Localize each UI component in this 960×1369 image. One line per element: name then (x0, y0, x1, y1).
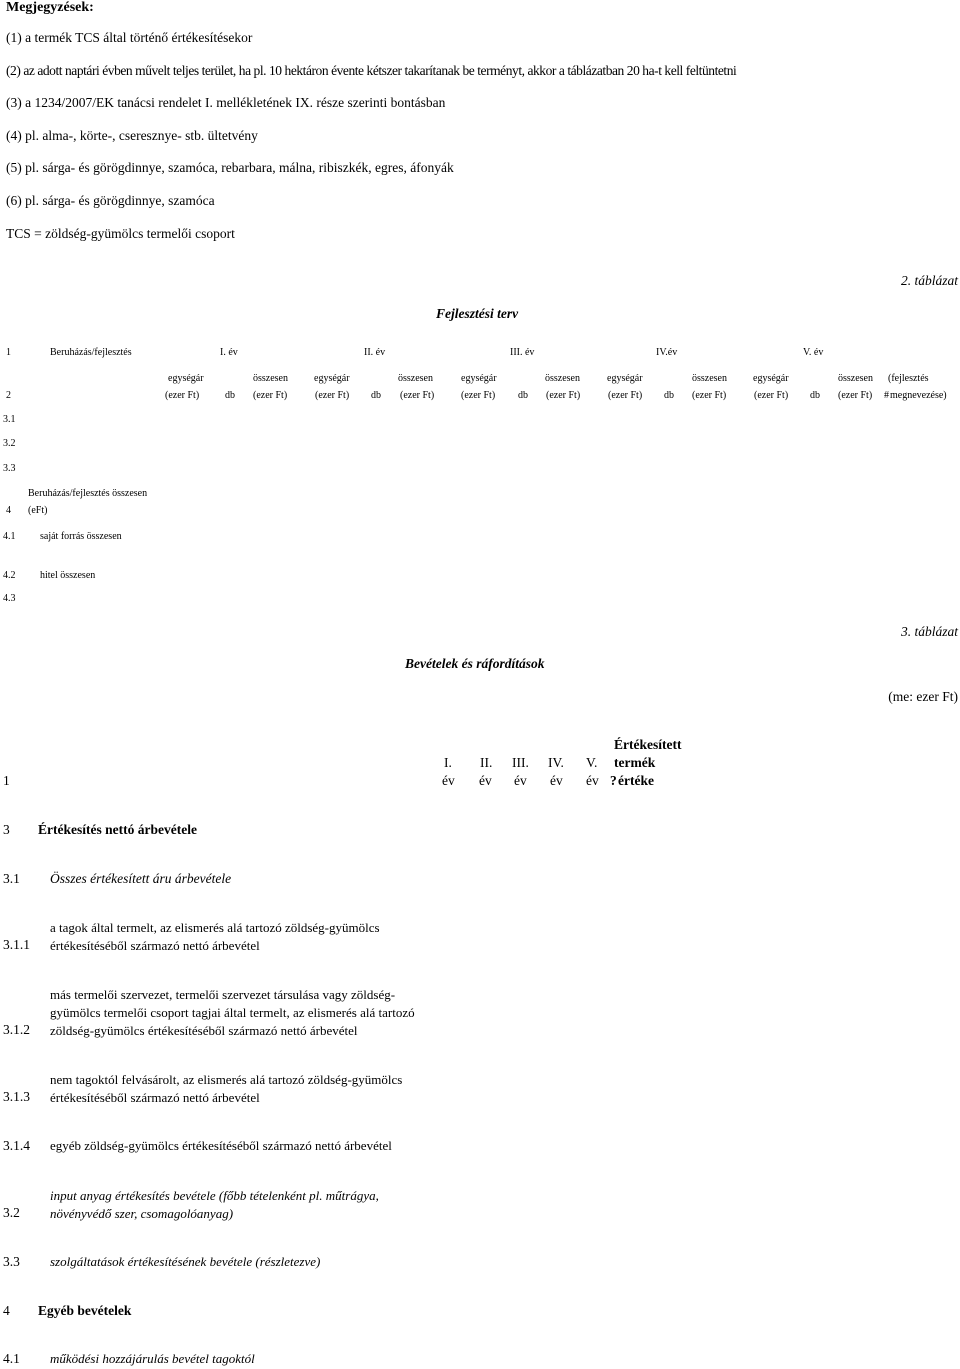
header-year-1-bottom: év (442, 773, 455, 788)
table3-header-num: 1 (3, 773, 10, 788)
subhead-unit-price-4: egységár (607, 373, 643, 384)
table2-year-4: IV.év (656, 347, 678, 358)
note-5: (5) pl. sárga- és görögdinnye, szamóca, rebarbara, málna, ribiszkék, egres, áfonyák (6, 160, 454, 175)
table3-row-3-1-3-num: 3.1.3 (3, 1089, 30, 1104)
subhead-total-4: összesen (692, 373, 727, 384)
subhead-total-3: összesen (545, 373, 580, 384)
table3-row-3-num: 3 (3, 822, 10, 837)
subhead-unit-price-2: egységár (314, 373, 350, 384)
row2-last: megnevezése) (890, 390, 947, 401)
table2-row-3-2-num: 3.2 (3, 438, 16, 449)
row2-ezer-4b: (ezer Ft) (692, 390, 727, 401)
header-last-3: értéke (618, 773, 654, 788)
note-2: (2) az adott naptári évben művelt teljes terület, ha pl. 10 hektáron évente kétszer takarítanak be terményt, akkor a táblázatban 20 ha-t kell feltüntetni (6, 63, 737, 78)
subhead-total-5: összesen (838, 373, 873, 384)
table3-row-3-2-num: 3.2 (3, 1205, 20, 1220)
note-3: (3) a 1234/2007/EK tanácsi rendelet I. mellékletének IX. része szerinti bontásban (6, 95, 446, 110)
row2-db-1: db (225, 390, 235, 401)
header-year-1-top: I. (444, 755, 452, 770)
table2-row-4-label-2: (eFt) (28, 505, 48, 516)
note-tcs: TCS = zöldség-gyümölcs termelői csoport (6, 226, 235, 241)
header-year-2-top: II. (480, 755, 493, 770)
subhead-last: (fejlesztés (888, 373, 929, 384)
table3-row-3-1-4-label: egyéb zöldség-gyümölcs értékesítéséből származó nettó árbevétel (50, 1138, 392, 1153)
table3-row-4-label: Egyéb bevételek (38, 1303, 132, 1318)
table3-row-3-3-label: szolgáltatások értékesítésének bevétele (részletezve) (50, 1254, 321, 1269)
table2-row-3-1-num: 3.1 (3, 414, 16, 425)
table3-row-3-1-1-label: a tagok által termelt, az elismerés alá tartozó zöldség-gyümölcs értékesítéséből származó nettó árbevétel (50, 920, 380, 953)
header-year-4-top: IV. (548, 755, 564, 770)
row2-db-3: db (518, 390, 528, 401)
row2-ezer-2b: (ezer Ft) (400, 390, 435, 401)
header-bullet: ? (610, 773, 617, 788)
table3-number: 3. táblázat (900, 624, 958, 639)
table2-row1-num: 1 (6, 347, 11, 358)
row2-ezer-3b: (ezer Ft) (546, 390, 581, 401)
table2-row-4-2-num: 4.2 (3, 570, 16, 581)
table2-row-4-num: 4 (6, 505, 11, 516)
table3-row-4-num: 4 (3, 1303, 10, 1318)
note-6: (6) pl. sárga- és görögdinnye, szamóca (6, 193, 215, 208)
table2-row-3-3-num: 3.3 (3, 463, 16, 474)
subhead-unit-price-5: egységár (753, 373, 789, 384)
table3-title: Bevételek és ráfordítások (405, 656, 545, 671)
subhead-unit-price-1: egységár (168, 373, 204, 384)
table2-row-4-3-num: 4.3 (3, 593, 16, 604)
header-year-5-top: V. (586, 755, 598, 770)
table3-row-3-1-2-label: más termelői szervezet, termelői szervezet társulása vagy zöldség-gyümölcs termelői csoport tagjai által termelt, az elismerés alá tartozó zöldség-gyümölcs értékesítéséből származó nettó árbevétel (50, 987, 415, 1038)
table3-row-3-label: Értékesítés nettó árbevétele (38, 822, 197, 837)
table3-row-3-1-num: 3.1 (3, 871, 20, 886)
table2-year-5: V. év (803, 347, 824, 358)
subhead-total-1: összesen (253, 373, 288, 384)
header-year-4-bottom: év (550, 773, 563, 788)
note-4: (4) pl. alma-, körte-, cseresznye- stb. ültetvény (6, 128, 258, 143)
table3-row-3-1-label: Összes értékesített áru árbevétele (50, 871, 232, 886)
subhead-unit-price-3: egységár (461, 373, 497, 384)
header-year-3-bottom: év (514, 773, 527, 788)
table3-row-3-2-label: input anyag értékesítés bevétele (főbb tételenként pl. műtrágya, növényvédő szer, csomagolóanyag) (50, 1188, 379, 1221)
note-1: (1) a termék TCS által történő értékesítésekor (6, 30, 253, 45)
header-last-1: Értékesített (614, 737, 682, 752)
table2-row-4-1-num: 4.1 (3, 531, 16, 542)
table2-row-4-1-label: saját forrás összesen (40, 531, 122, 542)
table2-row2-num: 2 (6, 390, 11, 401)
row2-db-4: db (664, 390, 674, 401)
table3-row-3-1-3-label: nem tagoktól felvásárolt, az elismerés alá tartozó zöldség-gyümölcs értékesítéséből származó nettó árbevétel (50, 1072, 403, 1105)
table2-row-4-2-label: hitel összesen (40, 570, 96, 581)
notes-heading: Megjegyzések: (6, 0, 94, 15)
row2-ezer-5b: (ezer Ft) (838, 390, 873, 401)
row2-bullet: # (884, 390, 889, 401)
row2-ezer-4a: (ezer Ft) (608, 390, 643, 401)
table3-row-4-1-label: működési hozzájárulás bevétel tagoktól (50, 1351, 255, 1366)
table3-row-3-3-num: 3.3 (3, 1254, 20, 1269)
row2-ezer-3a: (ezer Ft) (461, 390, 496, 401)
row2-ezer-1a: (ezer Ft) (165, 390, 200, 401)
header-year-3-top: III. (512, 755, 529, 770)
row2-ezer-2a: (ezer Ft) (315, 390, 350, 401)
subhead-total-2: összesen (398, 373, 433, 384)
row2-ezer-1b: (ezer Ft) (253, 390, 288, 401)
table3-unit: (me: ezer Ft) (888, 689, 958, 704)
header-year-5-bottom: év (586, 773, 599, 788)
table2-year-1: I. év (220, 347, 238, 358)
row2-db-2: db (371, 390, 381, 401)
table2-row1-label: Beruházás/fejlesztés (50, 347, 132, 358)
table3-row-3-1-4-num: 3.1.4 (3, 1138, 30, 1153)
table2-row-4-label-1: Beruházás/fejlesztés összesen (28, 488, 148, 499)
table2-year-2: II. év (364, 347, 386, 358)
table2-number: 2. táblázat (900, 273, 958, 288)
table3-row-3-1-1-num: 3.1.1 (3, 937, 30, 952)
table2-title: Fejlesztési terv (436, 306, 519, 321)
table3-row-4-1-num: 4.1 (3, 1351, 20, 1366)
header-year-2-bottom: év (479, 773, 492, 788)
table2-year-3: III. év (510, 347, 535, 358)
table3-row-3-1-2-num: 3.1.2 (3, 1022, 30, 1037)
row2-db-5: db (810, 390, 820, 401)
row2-ezer-5a: (ezer Ft) (754, 390, 789, 401)
header-last-2: termék (614, 755, 656, 770)
